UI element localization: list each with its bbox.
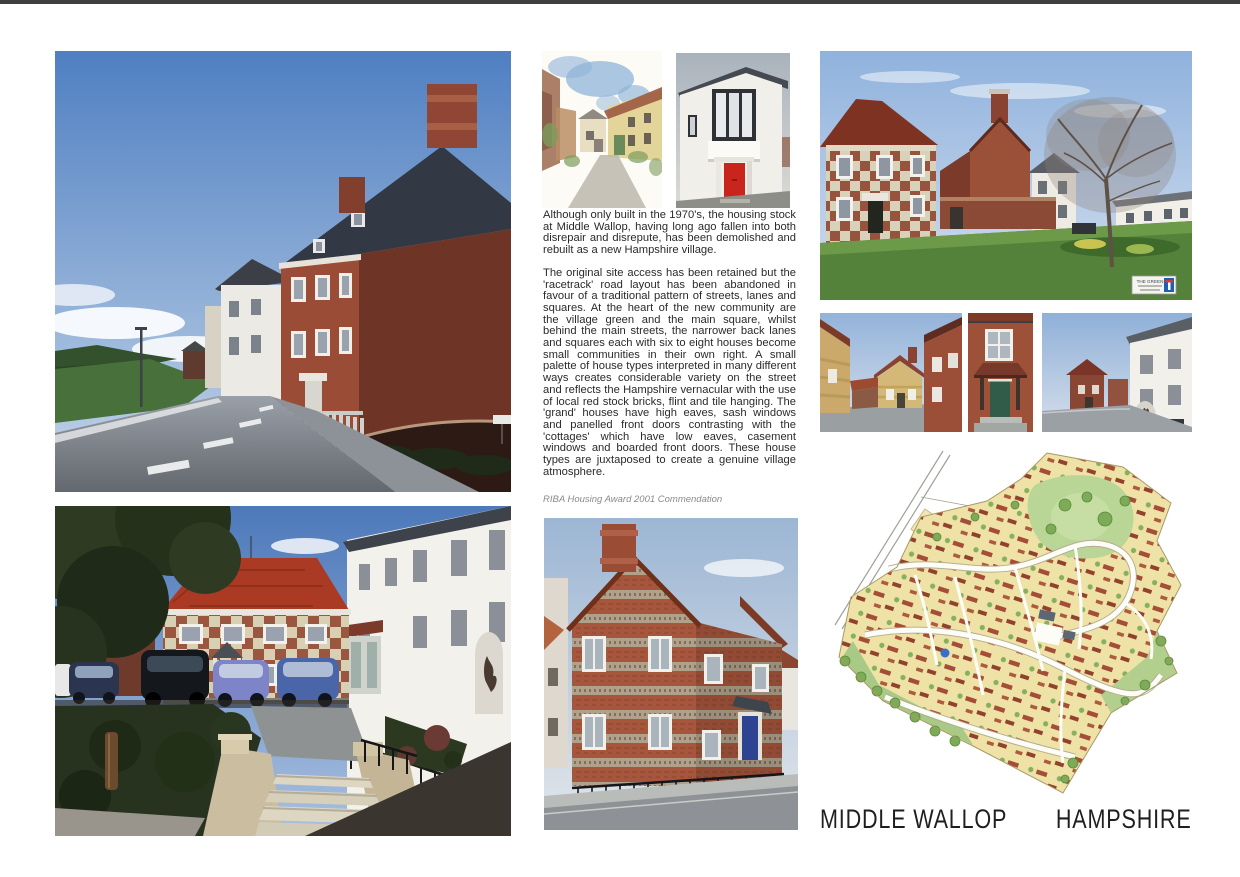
eaves <box>161 609 351 615</box>
oriel-window <box>708 89 760 162</box>
photo-car-park-steps <box>55 506 511 836</box>
small-chimney <box>339 177 365 213</box>
county-name: HAMPSHIRE <box>1056 804 1192 834</box>
site-plan-drawing <box>825 445 1205 805</box>
gutter <box>968 321 1033 323</box>
green-front-door <box>990 381 1010 417</box>
right-background <box>782 650 798 730</box>
door-frame <box>988 379 1012 382</box>
parked-car <box>1072 223 1096 234</box>
photo-flint-house <box>544 518 798 830</box>
photo-cottage-entrance <box>968 313 1033 432</box>
blue-hatchback <box>213 660 269 707</box>
left-neighbour <box>544 578 568 768</box>
timber-bollard <box>105 732 118 790</box>
sketch-watercolour-street <box>542 51 662 208</box>
place-name: MIDDLE WALLOP <box>820 804 1008 834</box>
door-canopy <box>299 373 327 381</box>
photo-street-scene <box>55 51 511 492</box>
dark-front-door <box>868 201 883 233</box>
body-text <box>543 210 796 478</box>
cloud <box>271 538 339 554</box>
page-top-edge <box>0 0 1240 4</box>
eaves <box>968 313 1033 321</box>
window <box>985 329 1013 361</box>
step <box>720 199 750 203</box>
black-suv <box>141 650 209 708</box>
photo-red-door-house <box>676 53 790 208</box>
blue-front-door <box>742 716 758 760</box>
white-car <box>55 664 71 696</box>
door <box>897 393 905 408</box>
flower-bed <box>1060 237 1180 257</box>
paragraph-2: The original site access has been retained but the 'racetrack' road layout has been abandoned in favour of a traditional pattern of streets, lanes and squares. At the heart of the new community are the village green and the main square, whilst behind the main streets, the narrower back lanes and squares each with six to eight houses become small communities in their own right. A small palette of house types interpreted in many different ways creates considerable variety on the street and reflects the Hampshire vernacular with the use of local red stock bricks, flint and tile hanging. The 'grand' houses have high eaves, sash windows and panelled front doors contrasting with the 'cottages' which have low eaves, casement windows and boarded front doors. These house types are juxtaposed to create a genuine village atmosphere. <box>543 266 796 478</box>
cloud <box>704 559 784 577</box>
steps <box>974 417 1027 432</box>
white-house <box>678 67 788 203</box>
pond <box>941 649 950 658</box>
project-title <box>820 802 1192 836</box>
middle-roof <box>850 377 880 409</box>
paragraph-1: Although only built in the 1970's, the housing stock at Middle Wallop, having long ago fallen into both disrepair and disrepute, has been demolished and rebuilt as a new Hampshire village. <box>543 209 796 257</box>
green-garage-door <box>614 135 625 155</box>
photo-white-house-lane <box>1042 313 1192 432</box>
blue-car-left <box>69 662 119 704</box>
riba-award-caption: RIBA Housing Award 2001 Commendation <box>543 493 723 505</box>
photo-back-lane <box>820 313 962 432</box>
right-brick-house <box>924 317 962 432</box>
chimney <box>427 84 477 148</box>
porch-canopy <box>862 193 888 201</box>
photo-village-green <box>820 51 1192 300</box>
blue-car-right <box>277 658 339 707</box>
gate <box>950 207 963 229</box>
sign-text: THE GREEN <box>1136 279 1164 284</box>
